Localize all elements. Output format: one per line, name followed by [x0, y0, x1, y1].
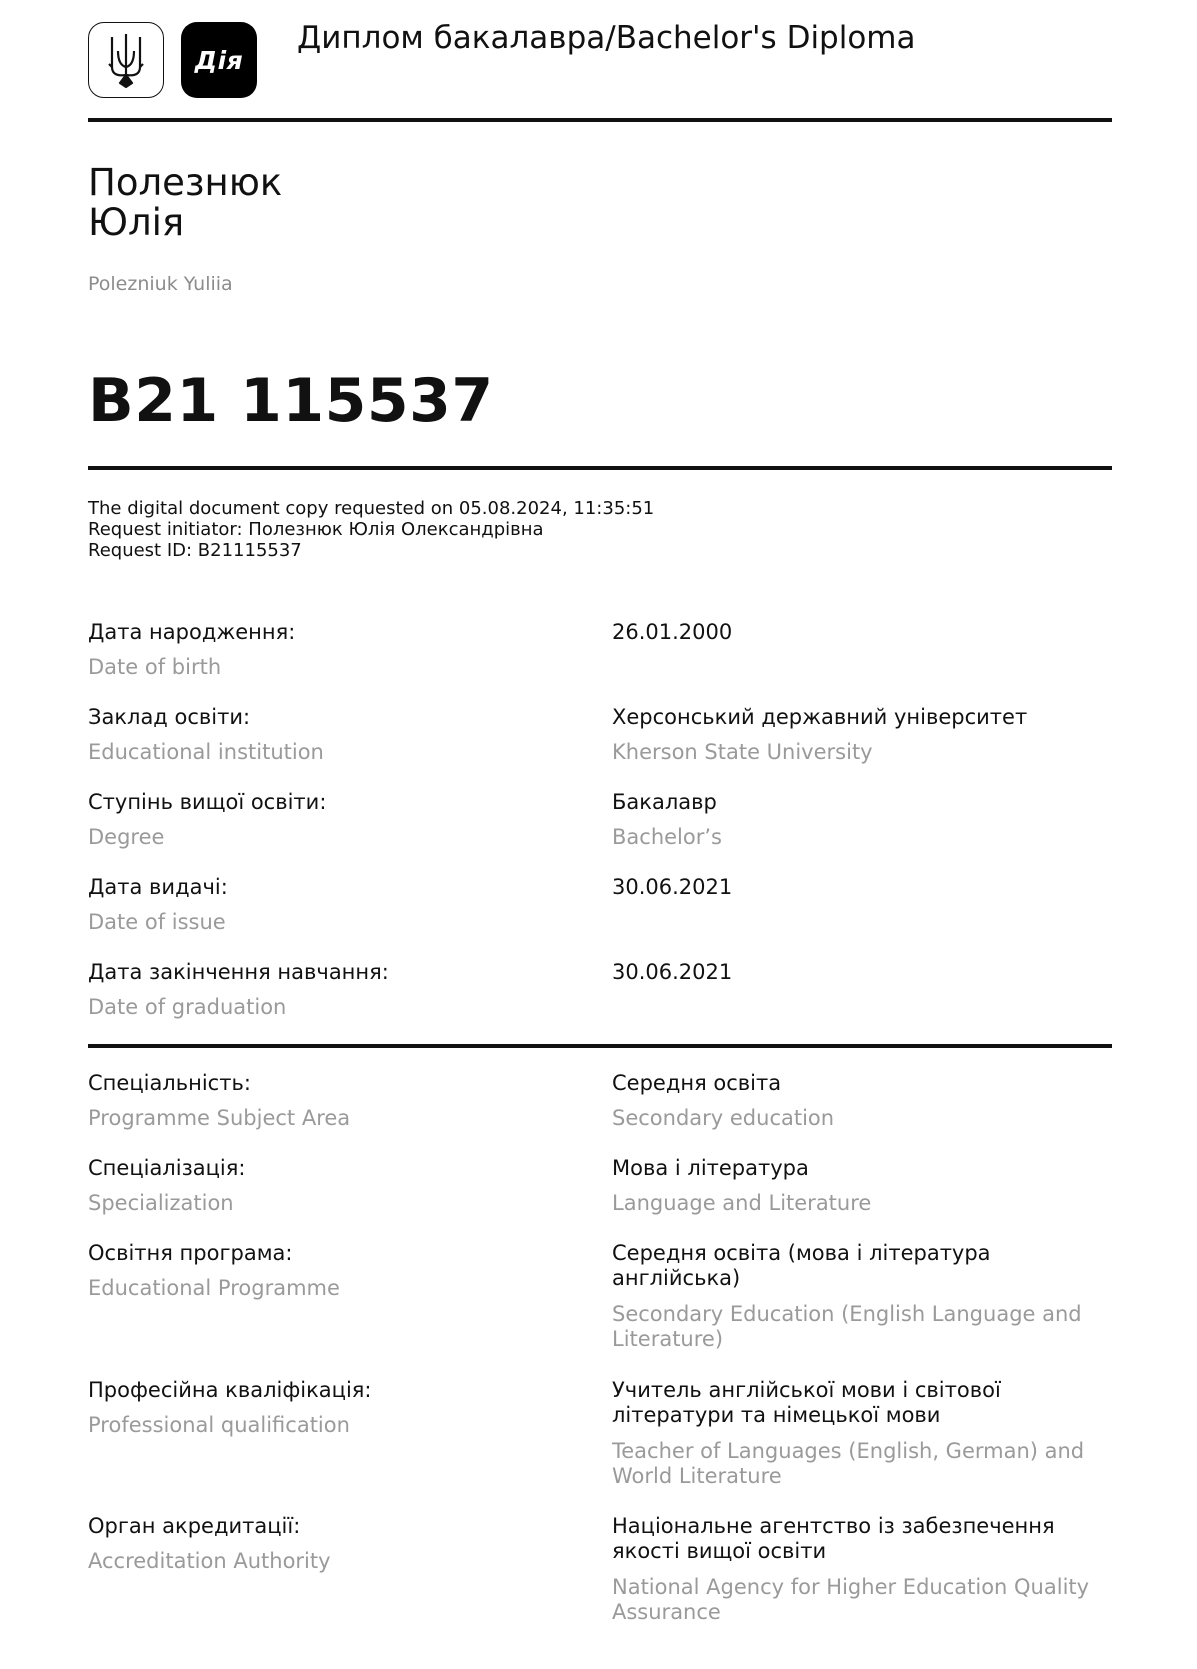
detail-value: Національне агентство із забезпечення якості вищої освіти [612, 1514, 1055, 1563]
detail-value-en: Bachelor’s [612, 825, 722, 849]
document-title: Диплом бакалавра/Bachelor's Diploma [297, 20, 916, 56]
detail-label-en: Educational Programme [88, 1276, 340, 1300]
detail-value: Середня освіта [612, 1071, 782, 1095]
detail-label-en: Date of issue [88, 910, 226, 934]
detail-label-en: Date of graduation [88, 995, 287, 1019]
header-divider [88, 118, 1112, 122]
detail-label: Дата народження: [88, 620, 296, 644]
coat-of-arms-trident-icon [88, 22, 164, 98]
detail-value-en: Secondary Education (English Language and Literature) [612, 1302, 1082, 1351]
detail-label: Дата видачі: [88, 875, 228, 899]
detail-label-en: Programme Subject Area [88, 1106, 351, 1130]
holder-name-uk [88, 163, 282, 243]
holder-name-en: Polezniuk Yuliia [88, 273, 233, 295]
detail-value-en: Kherson State University [612, 740, 873, 764]
detail-label: Спеціальність: [88, 1071, 251, 1095]
detail-label-en: Specialization [88, 1191, 234, 1215]
diia-logo [181, 22, 257, 98]
section-divider [88, 1044, 1112, 1048]
detail-value: 30.06.2021 [612, 875, 733, 899]
request-initiator: Request initiator: Полезнюк Юлія Олександрівна [88, 519, 544, 540]
detail-label: Спеціалізація: [88, 1156, 246, 1180]
detail-value-en: Language and Literature [612, 1191, 872, 1215]
detail-label: Заклад освіти: [88, 705, 251, 729]
detail-value-en: Secondary education [612, 1106, 835, 1130]
holder-surname: Полезнюк [88, 161, 283, 204]
detail-value: Мова і література [612, 1156, 809, 1180]
request-id: Request ID: B21115537 [88, 540, 302, 561]
request-date: The digital document copy requested on 05.08.2024, 11:35:51 [88, 498, 655, 519]
detail-label-en: Date of birth [88, 655, 222, 679]
detail-label: Орган акредитації: [88, 1514, 301, 1538]
detail-label-en: Educational institution [88, 740, 324, 764]
detail-label-en: Degree [88, 825, 165, 849]
detail-label: Ступінь вищої освіти: [88, 790, 327, 814]
detail-value-en: Teacher of Languages (English, German) and World Literature [612, 1439, 1085, 1488]
detail-value: 30.06.2021 [612, 960, 733, 984]
document-number: B21 115537 [88, 366, 494, 436]
detail-value: 26.01.2000 [612, 620, 733, 644]
detail-label: Професійна кваліфікація: [88, 1378, 372, 1402]
detail-label: Дата закінчення навчання: [88, 960, 389, 984]
detail-value: Херсонський державний університет [612, 705, 1028, 729]
holder-given-name: Юлія [88, 201, 185, 244]
request-info [88, 498, 654, 561]
number-divider [88, 466, 1112, 470]
detail-value: Учитель англійської мови і світової літератури та німецької мови [612, 1378, 1001, 1427]
detail-value: Бакалавр [612, 790, 717, 814]
detail-label: Освітня програма: [88, 1241, 293, 1265]
detail-label-en: Professional qualification [88, 1413, 350, 1437]
detail-value: Середня освіта (мова і література англійська) [612, 1241, 991, 1290]
detail-value-en: National Agency for Higher Education Quality Assurance [612, 1575, 1090, 1624]
detail-label-en: Accreditation Authority [88, 1549, 331, 1573]
diia-logo-text: Дія [194, 45, 244, 75]
